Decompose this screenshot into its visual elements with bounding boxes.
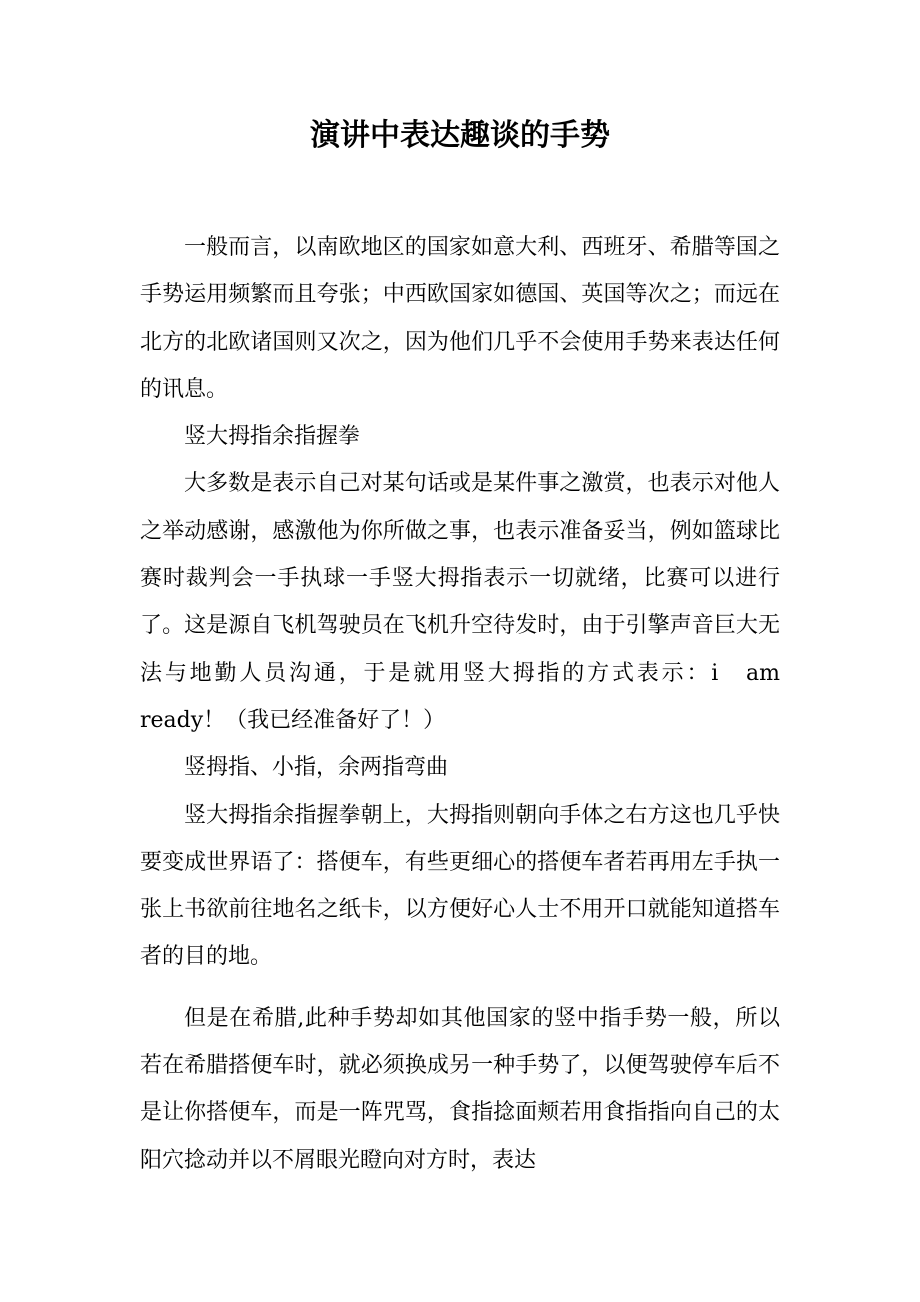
heading-thumbs-up: 竖大拇指余指握拳 (184, 424, 361, 450)
paragraph-intro: 一般而言，以南欧地区的国家如意大利、西班牙、希腊等国之手势运用频繁而且夸张；中西欧国家如德国、英国等次之；而远在北方的北欧诸国则又次之，因为他们几乎不会使用手势来表达任何的讯息。 (140, 235, 780, 402)
paragraph-greece: 但是在希腊,此种手势却如其他国家的竖中指手势一般，所以若在希腊搭便车时，就必须换成另一种手势了，以便驾驶停车后不是让你搭便车，而是一阵咒骂，食指捻面颊若用食指指向自己的太阳穴捻动并以不屑眼光瞪向对方时，表达 (140, 1005, 780, 1173)
document-body (140, 224, 803, 1184)
paragraph-thumbs-up: 大多数是表示自己对某句话或是某件事之激赏，也表示对他人之举动感谢，感激他为你所做之事，也表示准备妥当，例如篮球比赛时裁判会一手执球一手竖大拇指表示一切就绪，比赛可以进行了。这是源自飞机驾驶员在飞机升空待发时，由于引擎声音巨大无法与地勤人员沟通，于是就用竖大拇指的方式表示：i am ready！（我已经准备好了！） (140, 471, 803, 733)
document-title: 演讲中表达趣谈的手势 (310, 118, 610, 153)
paragraph-hitchhiking: 竖大拇指余指握拳朝上，大拇指则朝向手体之右方这也几乎快要变成世界语了：搭便车，有些更细心的搭便车者若再用左手执一张上书欲前往地名之纸卡，以方便好心人士不用开口就能知道搭车者的目的地。 (140, 802, 780, 970)
heading-thumb-pinky: 竖拇指、小指，余两指弯曲 (184, 755, 449, 781)
